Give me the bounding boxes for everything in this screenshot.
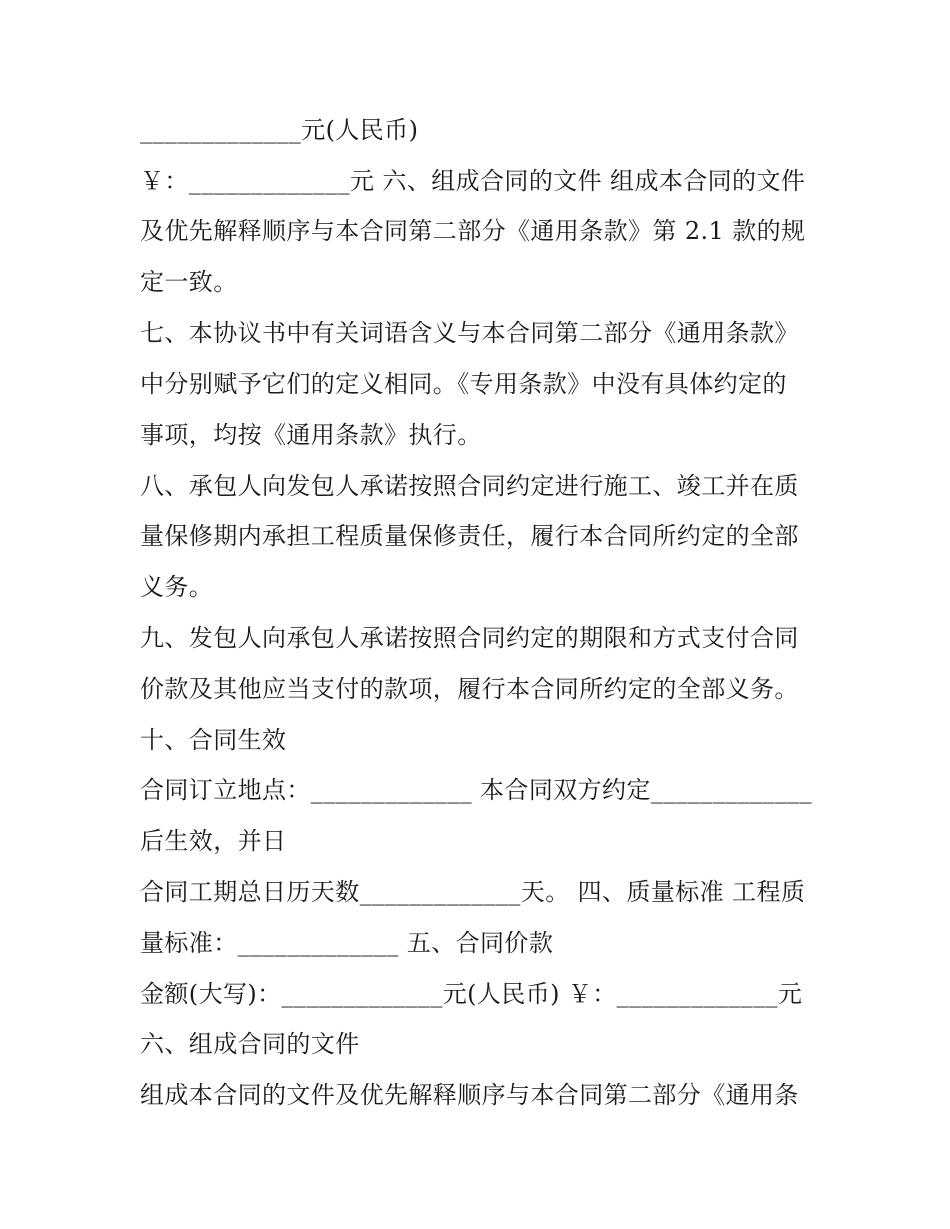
text-line: 合同工期总日历天数_____________天。 四、质量标准 工程质 <box>140 878 806 906</box>
text-line: 组成本合同的文件及优先解释顺序与本合同第二部分《通用条 <box>140 1081 799 1109</box>
text-line: ￥：_____________元 六、组成合同的文件 组成本合同的文件 <box>140 167 806 195</box>
text-line: 定一致。 <box>140 268 238 296</box>
text-line: 价款及其他应当支付的款项，履行本合同所约定的全部义务。 <box>140 675 799 703</box>
text-line: 中分别赋予它们的定义相同。《专用条款》中没有具体约定的 <box>140 370 787 398</box>
text-line: 七、本协议书中有关词语含义与本合同第二部分《通用条款》 <box>140 319 799 347</box>
text-line: _____________元(人民币) <box>140 116 419 144</box>
text-line: 合同订立地点：_____________ 本合同双方约定_____________ <box>140 776 813 804</box>
text-line: 量保修期内承担工程质量保修责任，履行本合同所约定的全部 <box>140 522 799 550</box>
text-line: 九、发包人向承包人承诺按照合同约定的期限和方式支付合同 <box>140 624 799 652</box>
text-line: 六、组成合同的文件 <box>140 1030 360 1058</box>
text-line: 量标准：_____________ 五、合同价款 <box>140 929 554 957</box>
text-line: 十、合同生效 <box>140 726 287 754</box>
text-line: 后生效，并日 <box>140 827 287 855</box>
text-line: 及优先解释顺序与本合同第二部分《通用条款》第 2.1 款的规 <box>140 217 806 245</box>
text-line: 义务。 <box>140 573 214 601</box>
text-line: 八、承包人向发包人承诺按照合同约定进行施工、竣工并在质 <box>140 472 799 500</box>
text-line: 事项，均按《通用条款》执行。 <box>140 421 482 449</box>
text-line: 金额(大写)：_____________元(人民币) ￥：_____________元 <box>140 980 803 1008</box>
